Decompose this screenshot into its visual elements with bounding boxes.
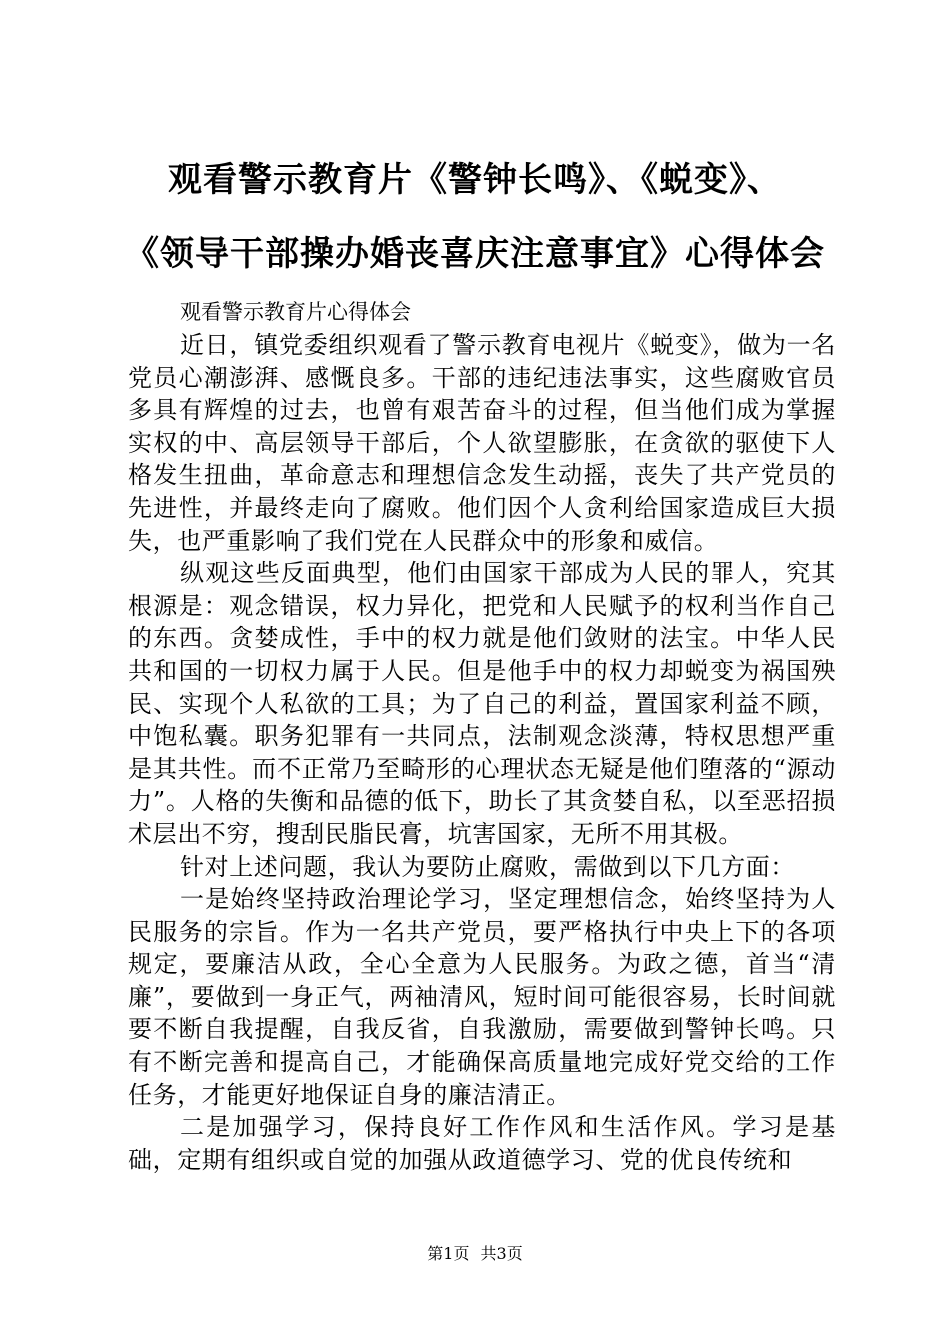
document-title [0,160,950,274]
page-total: 共3页 [480,1244,523,1263]
paragraph-5: 二是加强学习，保持良好工作作风和生活作风。学习是基础，定期有组织或自觉的加强从政道德学习、党的优良传统和 [128,1113,836,1174]
paragraph-1: 近日，镇党委组织观看了警示教育电视片《蜕变》，做为一名党员心潮澎湃、感慨良多。干部的违纪违法事实，这些腐败官员多具有辉煌的过去，也曾有艰苦奋斗的过程，但当他们成为掌握实权的中、高层领导干部后，个人欲望膨胀，在贪欲的驱使下人格发生扭曲，革命意志和理想信念发生动摇，丧失了共产党员的先进性，并最终走向了腐败。他们因个人贪利给国家造成巨大损失，也严重影响了我们党在人民群众中的形象和威信。 [128,331,836,555]
paragraph-2: 纵观这些反面典型，他们由国家干部成为人民的罪人，究其根源是：观念错误，权力异化，把党和人民赋予的权利当作自己的东西。贪婪成性，手中的权力就是他们敛财的法宝。中华人民共和国的一切权力属于人民。但是他手中的权力却蜕变为祸国殃民、实现个人私欲的工具；为了自己的利益，置国家利益不顾，中饱私囊。职务犯罪有一共同点，法制观念淡薄，特权思想严重是其共性。而不正常乃至畸形的心理状态无疑是他们堕落的“源动力”。人格的失衡和品德的低下，助长了其贪婪自私，以至恶招损术层出不穷，搜刮民脂民膏，坑害国家，无所不用其极。 [128,559,836,848]
page-footer [0,1244,950,1264]
paragraph-3: 针对上述问题，我认为要防止腐败，需做到以下几方面： [180,852,795,881]
document-subtitle: 观看警示教育片心得体会 [180,300,411,324]
document-body [128,296,836,1176]
title-line-2: 《领导干部操办婚丧喜庆注意事宜》心得体会 [125,234,825,274]
page-number: 第1页 [427,1244,470,1263]
paragraph-4: 一是始终坚持政治理论学习，坚定理想信念，始终坚持为人民服务的宗旨。作为一名共产党员，要严格执行中央上下的各项规定，要廉洁从政，全心全意为人民服务。为政之德，首当“清廉”，要做到一身正气，两袖清风，短时间可能很容易，长时间就要不断自我提醒，自我反省，自我激励，需要做到警钟长鸣。只有不断完善和提高自己，才能确保高质量地完成好党交给的工作任务，才能更好地保证自身的廉洁清正。 [128,885,836,1109]
title-line-1: 观看警示教育片《警钟长鸣》、《蜕变》、 [168,160,782,200]
